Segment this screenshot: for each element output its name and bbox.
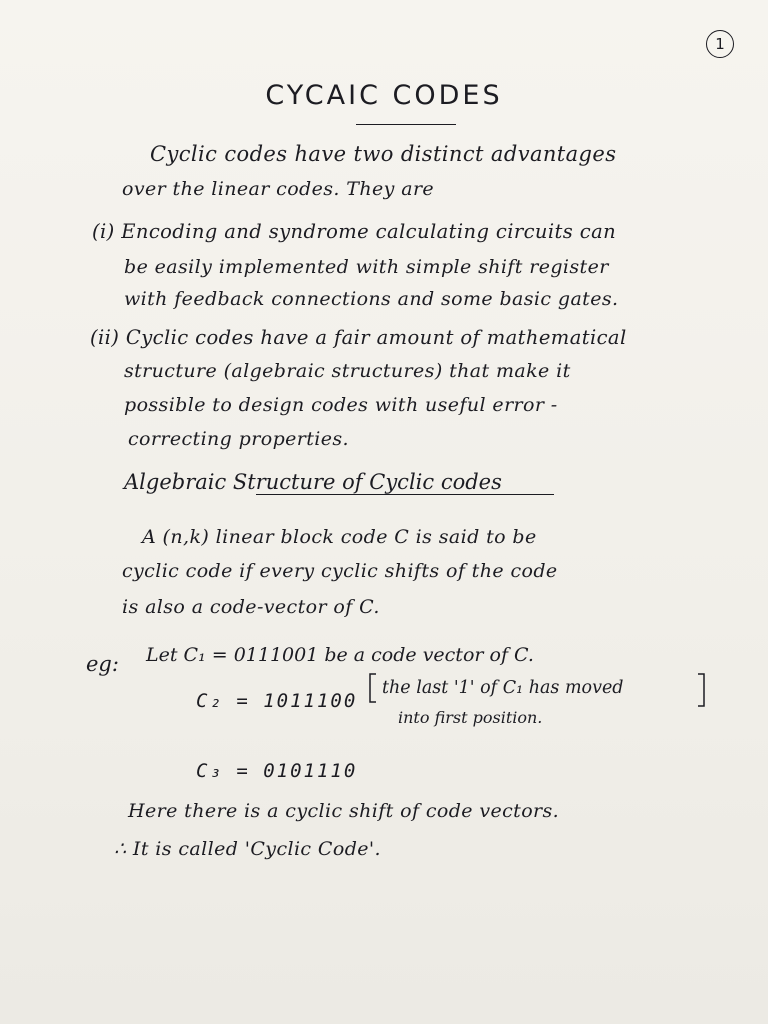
point-2-line-4: correcting properties.	[128, 428, 350, 450]
title-underline	[356, 124, 456, 125]
page-title: CYCAIC CODES	[265, 80, 503, 111]
example-c1: Let C₁ = 0111001 be a code vector of C.	[146, 644, 534, 666]
definition-line-1: A (n,k) linear block code C is said to be	[142, 526, 537, 548]
right-bracket	[698, 674, 704, 706]
example-c2: C₂ = 1011100	[196, 690, 358, 712]
conclusion-line-2: ∴ It is called 'Cyclic Code'.	[114, 838, 381, 860]
point-1-line-1: (i) Encoding and syndrome calculating circuits can	[92, 220, 617, 243]
example-c3: C₃ = 0101110	[196, 760, 358, 782]
point-2-line-1: (ii) Cyclic codes have a fair amount of mathematical	[90, 326, 627, 349]
point-1-line-2: be easily implemented with simple shift register	[124, 256, 609, 278]
left-bracket	[370, 674, 376, 702]
example-label: eg:	[86, 652, 119, 676]
example-c2-note-line-1: the last '1' of C₁ has moved	[382, 678, 624, 698]
intro-line-1: Cyclic codes have two distinct advantages	[150, 142, 617, 166]
conclusion-line-1: Here there is a cyclic shift of code vectors.	[128, 800, 560, 822]
section-heading: Algebraic Structure of Cyclic codes	[124, 470, 502, 494]
point-2-line-3: possible to design codes with useful error -	[124, 394, 558, 416]
example-c2-note-line-2: into first position.	[398, 708, 543, 727]
point-1-line-3: with feedback connections and some basic gates.	[124, 288, 619, 310]
point-2-line-2: structure (algebraic structures) that make it	[124, 360, 571, 382]
intro-line-2: over the linear codes. They are	[122, 178, 435, 200]
definition-line-2: cyclic code if every cyclic shifts of the code	[122, 560, 558, 582]
section-heading-underline	[256, 494, 554, 495]
definition-line-3: is also a code-vector of C.	[122, 596, 380, 618]
page-number: 1	[706, 30, 734, 58]
